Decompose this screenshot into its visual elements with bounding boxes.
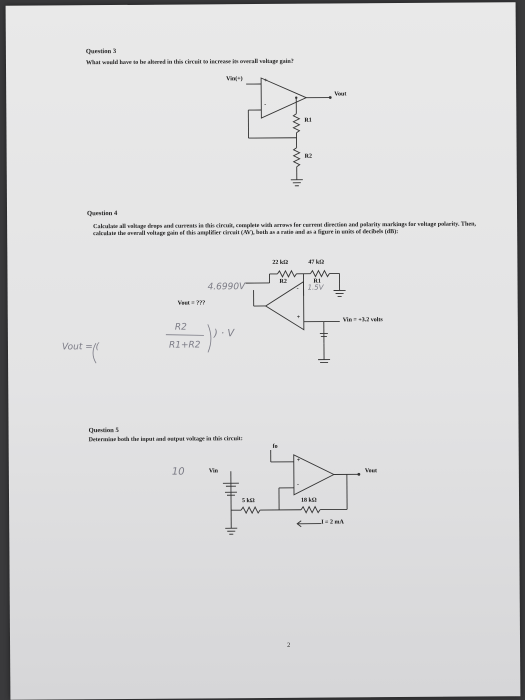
q4-vin-label: Vin = +3.2 volts	[342, 317, 383, 324]
q3-minus-sign: -	[264, 101, 267, 108]
q3-r2-label: R2	[304, 153, 313, 160]
q4-r1-label: R1	[313, 278, 321, 285]
handwritten-numerator: R2	[174, 322, 187, 333]
handwritten-note-2: 1.5V	[307, 283, 324, 292]
q5-r5k-label: 5 kΩ	[242, 498, 255, 505]
q3-vin-label: Vin(+)	[226, 76, 243, 83]
worksheet-page	[6, 2, 521, 700]
q5-top-label: fo	[272, 443, 278, 450]
handwritten-vout-eq: Vout = (	[61, 342, 100, 353]
q3-r1-label: R1	[304, 117, 312, 124]
handwritten-10: 10	[171, 466, 185, 478]
q5-heading: Question 5	[88, 427, 119, 435]
handwritten-note-1: 4.6990V	[207, 282, 246, 293]
handwritten-fraction-bar	[166, 334, 204, 335]
q5-r18k-label: 18 kΩ	[301, 497, 317, 504]
q4-minus-sign: -	[296, 285, 299, 292]
q4-plus-sign: +	[296, 314, 301, 321]
q4-vout-label: Vout = ???	[177, 300, 206, 307]
q5-resistor-5k	[241, 507, 260, 513]
q5-current-label: I = 2 mA	[321, 519, 344, 526]
q5-minus-sign: -	[296, 481, 299, 488]
q3-resistor-r1	[293, 114, 299, 133]
q3-vout-label: Vout	[334, 91, 347, 98]
handwritten-right-paren	[208, 324, 211, 352]
page-number: 2	[287, 641, 291, 649]
q3-question: What would have to be altered in this circuit to increase its overall voltage gain?	[85, 58, 294, 67]
q4-r2-value: 22 kΩ	[272, 259, 289, 266]
q5-vout-label: Vout	[364, 468, 377, 475]
q3-opamp-symbol	[261, 78, 306, 118]
q4-heading: Question 4	[87, 210, 118, 218]
q3-plus-sign: +	[264, 77, 268, 84]
q3-resistor-r2	[294, 148, 300, 167]
q5-resistor-18k	[301, 507, 320, 513]
q4-r2-label: R2	[279, 278, 287, 285]
q4-r1-value: 47 kΩ	[308, 259, 325, 266]
q4-resistor-r2	[277, 271, 296, 277]
q4-resistor-r1	[310, 271, 329, 277]
handwritten-times-v: ) · V	[213, 328, 235, 340]
q5-plus-sign: +	[296, 457, 301, 464]
handwritten-denominator: R1+R2	[168, 340, 201, 351]
q3-heading: Question 3	[85, 48, 117, 56]
q5-vin-label: Vin	[208, 468, 218, 475]
q5-question: Determine both the input and output voltage in this circuit:	[88, 436, 243, 444]
q4-question: Calculate all voltage drops and currents in this circuit, complete with arrows for current direction and polarity markings for voltage polarity. Then, calculate the overall voltage gain of this amplifier circuit (AV), both as a ratio and as a figure in units of decibels (dB):	[93, 221, 477, 238]
